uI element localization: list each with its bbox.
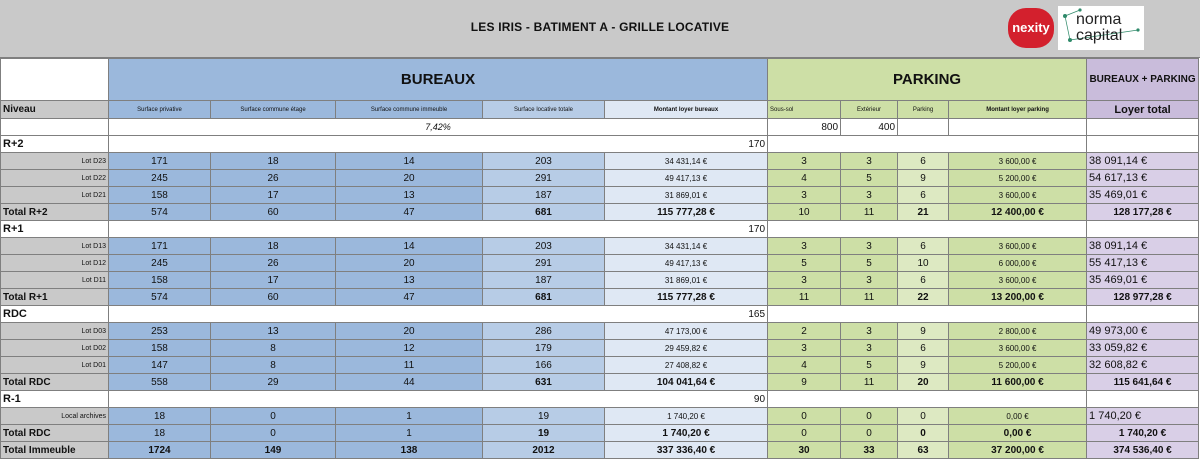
surface-privative-cell: 18 [109, 408, 211, 425]
floor-header-blank [1087, 391, 1199, 408]
surface-privative-cell: 158 [109, 272, 211, 289]
rent-grid-table [0, 58, 1199, 459]
floor-header-blank [768, 391, 1087, 408]
nexity-logo: nexity [1008, 8, 1054, 48]
col-montant-loyer-parking: Montant loyer parking [949, 101, 1087, 119]
montant-loyer-bureaux-cell: 27 408,82 € [605, 357, 768, 374]
total-loyer-total-cell: 1 740,20 € [1087, 425, 1199, 442]
exterieur-price: 400 [841, 119, 898, 136]
sous-sol-cell: 4 [768, 357, 841, 374]
col-sous-sol: Sous-sol [768, 101, 841, 119]
montant-loyer-parking-cell: 0,00 € [949, 408, 1087, 425]
col-parking: Parking [898, 101, 949, 119]
surface-commune-immeuble-cell: 14 [336, 153, 483, 170]
col-exterieur: Extérieur [841, 101, 898, 119]
parking-cell: 6 [898, 272, 949, 289]
surface-privative-cell: 158 [109, 187, 211, 204]
montant-loyer-bureaux-cell: 34 431,14 € [605, 238, 768, 255]
surface-locative-totale-cell: 187 [483, 187, 605, 204]
floor-name: R+1 [1, 221, 109, 238]
surface-commune-immeuble-cell: 20 [336, 255, 483, 272]
surface-locative-totale-cell: 187 [483, 272, 605, 289]
total-surface-commune-immeuble-cell: 47 [336, 204, 483, 221]
floor-header-row [1, 221, 1199, 238]
parking-cell: 0 [898, 408, 949, 425]
total-sous-sol-cell: 10 [768, 204, 841, 221]
loyer-total-cell: 35 469,01 € [1087, 187, 1199, 204]
surface-privative-cell: 245 [109, 170, 211, 187]
parking-cell: 6 [898, 153, 949, 170]
surface-commune-etage-cell: 18 [211, 238, 336, 255]
parking-cell: 6 [898, 238, 949, 255]
lot-name: Lot D03 [1, 323, 109, 340]
grand-total-row [1, 442, 1199, 459]
montant-loyer-bureaux-cell: 29 459,82 € [605, 340, 768, 357]
table-row [1, 357, 1199, 374]
floor-header-row [1, 136, 1199, 153]
total-surface-locative-totale-cell: 19 [483, 425, 605, 442]
column-header-row [1, 101, 1199, 119]
lot-name: Lot D23 [1, 153, 109, 170]
floor-header-blank [768, 136, 1087, 153]
grand-total-surface-privative-cell: 1724 [109, 442, 211, 459]
grand-total-label: Total Immeuble [1, 442, 109, 459]
total-sous-sol-cell: 0 [768, 425, 841, 442]
loyer-total-cell: 33 059,82 € [1087, 340, 1199, 357]
total-loyer-total-cell: 128 177,28 € [1087, 204, 1199, 221]
total-surface-commune-etage-cell: 60 [211, 204, 336, 221]
montant-loyer-bureaux-cell: 49 417,13 € [605, 255, 768, 272]
parking-cell: 9 [898, 323, 949, 340]
total-surface-locative-totale-cell: 631 [483, 374, 605, 391]
surface-commune-immeuble-cell: 20 [336, 170, 483, 187]
floor-total-row [1, 425, 1199, 442]
lot-name: Lot D11 [1, 272, 109, 289]
total-montant-loyer-parking-cell: 11 600,00 € [949, 374, 1087, 391]
parameters-row [1, 119, 1199, 136]
sous-sol-cell: 3 [768, 153, 841, 170]
surface-commune-immeuble-cell: 1 [336, 408, 483, 425]
total-parking-cell: 20 [898, 374, 949, 391]
norma-capital-logo [1058, 6, 1144, 50]
total-label: Total R+2 [1, 204, 109, 221]
surface-commune-immeuble-cell: 12 [336, 340, 483, 357]
table-row [1, 323, 1199, 340]
montant-loyer-parking-cell: 6 000,00 € [949, 255, 1087, 272]
col-surface-locative-totale: Surface locative totale [483, 101, 605, 119]
surface-privative-cell: 147 [109, 357, 211, 374]
total-exterieur-cell: 11 [841, 374, 898, 391]
montant-loyer-parking-cell: 5 200,00 € [949, 170, 1087, 187]
sous-sol-price: 800 [768, 119, 841, 136]
table-row [1, 255, 1199, 272]
surface-locative-totale-cell: 179 [483, 340, 605, 357]
surface-commune-immeuble-cell: 11 [336, 357, 483, 374]
table-row [1, 153, 1199, 170]
floor-header-blank [768, 306, 1087, 323]
total-parking-cell: 0 [898, 425, 949, 442]
total-surface-commune-immeuble-cell: 1 [336, 425, 483, 442]
total-surface-privative-cell: 574 [109, 289, 211, 306]
total-surface-privative-cell: 558 [109, 374, 211, 391]
surface-locative-totale-cell: 291 [483, 255, 605, 272]
total-montant-loyer-bureaux-cell: 1 740,20 € [605, 425, 768, 442]
lot-name: Lot D21 [1, 187, 109, 204]
grand-total-montant-loyer-parking-cell: 37 200,00 € [949, 442, 1087, 459]
table-row [1, 340, 1199, 357]
floor-name: R+2 [1, 136, 109, 153]
title-bar [0, 0, 1200, 58]
total-sous-sol-cell: 9 [768, 374, 841, 391]
exterieur-cell: 5 [841, 255, 898, 272]
floor-total-row [1, 289, 1199, 306]
sous-sol-cell: 4 [768, 170, 841, 187]
total-montant-loyer-parking-cell: 13 200,00 € [949, 289, 1087, 306]
capital-text: capital [1076, 27, 1123, 44]
params-blank [898, 119, 949, 136]
total-montant-loyer-bureaux-cell: 104 041,64 € [605, 374, 768, 391]
loyer-total-cell: 38 091,14 € [1087, 153, 1199, 170]
surface-commune-etage-cell: 17 [211, 187, 336, 204]
total-surface-locative-totale-cell: 681 [483, 204, 605, 221]
total-surface-locative-totale-cell: 681 [483, 289, 605, 306]
surface-commune-immeuble-cell: 20 [336, 323, 483, 340]
table-row [1, 272, 1199, 289]
loyer-total-cell: 54 617,13 € [1087, 170, 1199, 187]
total-exterieur-cell: 11 [841, 204, 898, 221]
lot-name: Lot D12 [1, 255, 109, 272]
sheet-title: LES IRIS - BATIMENT A - GRILLE LOCATIVE [470, 20, 730, 34]
lot-name: Lot D13 [1, 238, 109, 255]
montant-loyer-bureaux-cell: 34 431,14 € [605, 153, 768, 170]
loyer-total-cell: 32 608,82 € [1087, 357, 1199, 374]
exterieur-cell: 3 [841, 153, 898, 170]
table-row [1, 170, 1199, 187]
grand-total-surface-locative-totale-cell: 2012 [483, 442, 605, 459]
parking-cell: 6 [898, 340, 949, 357]
total-montant-loyer-bureaux-cell: 115 777,28 € [605, 204, 768, 221]
col-surface-privative: Surface privative [109, 101, 211, 119]
grand-total-parking-cell: 63 [898, 442, 949, 459]
total-surface-privative-cell: 574 [109, 204, 211, 221]
norma-text: norma [1076, 11, 1122, 28]
floor-header-row [1, 306, 1199, 323]
sous-sol-cell: 3 [768, 272, 841, 289]
table-row [1, 187, 1199, 204]
floor-total-row [1, 204, 1199, 221]
grand-total-sous-sol-cell: 30 [768, 442, 841, 459]
params-blank [949, 119, 1087, 136]
montant-loyer-parking-cell: 5 200,00 € [949, 357, 1087, 374]
total-montant-loyer-bureaux-cell: 115 777,28 € [605, 289, 768, 306]
surface-privative-cell: 158 [109, 340, 211, 357]
total-surface-commune-etage-cell: 29 [211, 374, 336, 391]
montant-loyer-bureaux-cell: 31 869,01 € [605, 272, 768, 289]
total-surface-commune-immeuble-cell: 47 [336, 289, 483, 306]
montant-loyer-bureaux-cell: 31 869,01 € [605, 187, 768, 204]
floor-total-row [1, 374, 1199, 391]
loyer-total-cell: 49 973,00 € [1087, 323, 1199, 340]
total-surface-commune-etage-cell: 60 [211, 289, 336, 306]
exterieur-cell: 0 [841, 408, 898, 425]
surface-commune-etage-cell: 8 [211, 340, 336, 357]
surface-locative-totale-cell: 286 [483, 323, 605, 340]
loyer-total-cell: 55 417,13 € [1087, 255, 1199, 272]
total-label: Total R+1 [1, 289, 109, 306]
table-row [1, 408, 1199, 425]
exterieur-cell: 3 [841, 238, 898, 255]
floor-header-row [1, 391, 1199, 408]
sous-sol-cell: 3 [768, 187, 841, 204]
montant-loyer-parking-cell: 3 600,00 € [949, 340, 1087, 357]
surface-commune-immeuble-cell: 13 [336, 187, 483, 204]
sous-sol-cell: 3 [768, 340, 841, 357]
exterieur-cell: 3 [841, 323, 898, 340]
lot-name: Lot D02 [1, 340, 109, 357]
montant-loyer-parking-cell: 3 600,00 € [949, 187, 1087, 204]
total-label: Total RDC [1, 425, 109, 442]
montant-loyer-parking-cell: 3 600,00 € [949, 238, 1087, 255]
loyer-total-cell: 35 469,01 € [1087, 272, 1199, 289]
floor-name: RDC [1, 306, 109, 323]
surface-commune-etage-cell: 26 [211, 170, 336, 187]
parking-group-header: PARKING [768, 59, 1087, 101]
table-row [1, 238, 1199, 255]
total-montant-loyer-parking-cell: 0,00 € [949, 425, 1087, 442]
total-exterieur-cell: 0 [841, 425, 898, 442]
exterieur-cell: 5 [841, 170, 898, 187]
surface-locative-totale-cell: 291 [483, 170, 605, 187]
total-surface-commune-immeuble-cell: 44 [336, 374, 483, 391]
loyer-total-cell: 1 740,20 € [1087, 408, 1199, 425]
surface-commune-etage-cell: 18 [211, 153, 336, 170]
surface-commune-etage-cell: 0 [211, 408, 336, 425]
floor-header-blank [1087, 136, 1199, 153]
exterieur-cell: 3 [841, 340, 898, 357]
surface-locative-totale-cell: 19 [483, 408, 605, 425]
total-montant-loyer-parking-cell: 12 400,00 € [949, 204, 1087, 221]
floor-reference: 90 [109, 391, 768, 408]
lot-name: Lot D01 [1, 357, 109, 374]
surface-locative-totale-cell: 203 [483, 153, 605, 170]
montant-loyer-bureaux-cell: 1 740,20 € [605, 408, 768, 425]
grand-total-surface-commune-immeuble-cell: 138 [336, 442, 483, 459]
floor-reference: 165 [109, 306, 768, 323]
rate-value: 7,42% [109, 119, 768, 136]
surface-commune-etage-cell: 17 [211, 272, 336, 289]
floor-header-blank [1087, 221, 1199, 238]
surface-privative-cell: 245 [109, 255, 211, 272]
surface-privative-cell: 171 [109, 238, 211, 255]
lot-name: Lot D22 [1, 170, 109, 187]
col-surface-commune-etage: Surface commune étage [211, 101, 336, 119]
montant-loyer-parking-cell: 3 600,00 € [949, 153, 1087, 170]
parking-cell: 9 [898, 357, 949, 374]
montant-loyer-bureaux-cell: 49 417,13 € [605, 170, 768, 187]
grand-total-exterieur-cell: 33 [841, 442, 898, 459]
exterieur-cell: 5 [841, 357, 898, 374]
total-sous-sol-cell: 11 [768, 289, 841, 306]
corner-cell [1, 59, 109, 101]
floor-name: R-1 [1, 391, 109, 408]
col-surface-commune-immeuble: Surface commune immeuble [336, 101, 483, 119]
total-loyer-total-cell: 128 977,28 € [1087, 289, 1199, 306]
sous-sol-cell: 2 [768, 323, 841, 340]
params-blank [1, 119, 109, 136]
floor-reference: 170 [109, 221, 768, 238]
floor-header-blank [1087, 306, 1199, 323]
total-label: Total RDC [1, 374, 109, 391]
surface-locative-totale-cell: 203 [483, 238, 605, 255]
surface-commune-immeuble-cell: 14 [336, 238, 483, 255]
total-exterieur-cell: 11 [841, 289, 898, 306]
total-surface-commune-etage-cell: 0 [211, 425, 336, 442]
group-header-row [1, 59, 1199, 101]
sous-sol-cell: 5 [768, 255, 841, 272]
surface-commune-etage-cell: 8 [211, 357, 336, 374]
sous-sol-cell: 0 [768, 408, 841, 425]
sous-sol-cell: 3 [768, 238, 841, 255]
surface-privative-cell: 171 [109, 153, 211, 170]
bureaux-group-header: BUREAUX [109, 59, 768, 101]
surface-locative-totale-cell: 166 [483, 357, 605, 374]
montant-loyer-parking-cell: 3 600,00 € [949, 272, 1087, 289]
col-montant-loyer-bureaux: Montant loyer bureaux [605, 101, 768, 119]
exterieur-cell: 3 [841, 187, 898, 204]
total-parking-cell: 21 [898, 204, 949, 221]
floor-header-blank [768, 221, 1087, 238]
loyer-total-cell: 38 091,14 € [1087, 238, 1199, 255]
surface-commune-etage-cell: 26 [211, 255, 336, 272]
surface-privative-cell: 253 [109, 323, 211, 340]
parking-cell: 9 [898, 170, 949, 187]
grand-total-loyer-total-cell: 374 536,40 € [1087, 442, 1199, 459]
col-loyer-total: Loyer total [1087, 101, 1199, 119]
parking-cell: 10 [898, 255, 949, 272]
parking-cell: 6 [898, 187, 949, 204]
total-surface-privative-cell: 18 [109, 425, 211, 442]
col-niveau: Niveau [1, 101, 109, 119]
bureaux-parking-group-header: BUREAUX + PARKING [1087, 59, 1199, 101]
total-loyer-total-cell: 115 641,64 € [1087, 374, 1199, 391]
params-blank [1087, 119, 1199, 136]
total-parking-cell: 22 [898, 289, 949, 306]
exterieur-cell: 3 [841, 272, 898, 289]
montant-loyer-bureaux-cell: 47 173,00 € [605, 323, 768, 340]
montant-loyer-parking-cell: 2 800,00 € [949, 323, 1087, 340]
surface-commune-immeuble-cell: 13 [336, 272, 483, 289]
grand-total-montant-loyer-bureaux-cell: 337 336,40 € [605, 442, 768, 459]
surface-commune-etage-cell: 13 [211, 323, 336, 340]
lot-name: Local archives [1, 408, 109, 425]
grand-total-surface-commune-etage-cell: 149 [211, 442, 336, 459]
floor-reference: 170 [109, 136, 768, 153]
